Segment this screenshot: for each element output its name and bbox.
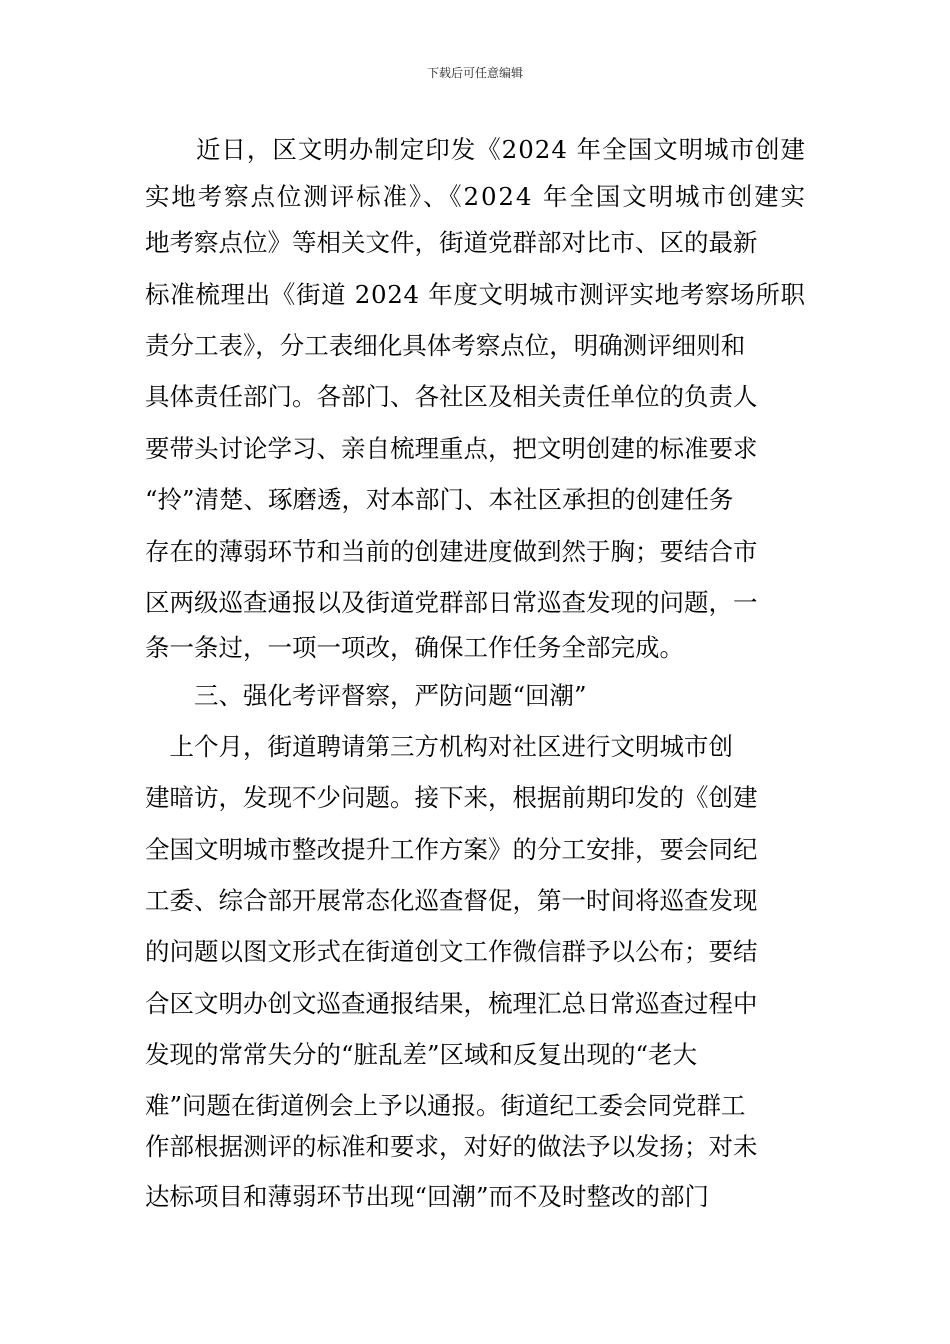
page-header: 下载后可任意编辑 — [426, 66, 523, 80]
body-line: 地考察点位》等相关文件，街道党群部对比市、区的最新 — [145, 228, 758, 257]
body-line: 实地考察点位测评标准》、《2024 年全国文明城市创建实 — [145, 182, 807, 211]
body-line: 的问题以图文形式在街道创文工作微信群予以公布；要结 — [145, 937, 758, 966]
body-line: 责分工表》，分工表细化具体考察点位，明确测评细则和 — [145, 331, 746, 360]
body-line: “拎”清楚、琢磨透，对本部门、本社区承担的创建任务 — [145, 485, 734, 514]
body-line: 建暗访，发现不少问题。接下来，根据前期印发的《创建 — [145, 783, 758, 812]
body-line: 作部根据测评的标准和要求，对好的做法予以发扬；对未 — [145, 1132, 758, 1161]
body-line: 存在的薄弱环节和当前的创建进度做到然于胸；要结合市 — [145, 537, 758, 566]
body-line: 工委、综合部开展常态化巡查督促，第一时间将巡查发现 — [145, 886, 758, 915]
body-line: 发现的常常失分的“脏乱差”区域和反复出现的“老大 — [145, 1040, 698, 1069]
body-line: 达标项目和薄弱环节出现“回潮”而不及时整改的部门 — [145, 1182, 710, 1211]
body-line: 条一条过，一项一项改，确保工作任务全部完成。 — [145, 633, 684, 662]
section-heading: 三、强化考评督察，严防问题“回潮” — [145, 681, 587, 710]
body-line: 近日，区文明办制定印发《2024 年全国文明城市创建 — [145, 135, 806, 164]
body-line: 要带头讨论学习、亲自梳理重点，把文明创建的标准要求 — [145, 434, 758, 463]
body-line: 区两级巡查通报以及街道党群部日常巡查发现的问题，一 — [145, 588, 758, 617]
body-line: 具体责任部门。各部门、各社区及相关责任单位的负责人 — [145, 382, 758, 411]
body-line: 上个月，街道聘请第三方机构对社区进行文明城市创 — [145, 732, 733, 761]
body-line: 标准梳理出《街道 2024 年度文明城市测评实地考察场所职 — [145, 280, 806, 309]
body-line: 全国文明城市整改提升工作方案》的分工安排，要会同纪 — [145, 835, 758, 864]
body-line: 难”问题在街道例会上予以通报。街道纪工委会同党群工 — [145, 1091, 746, 1120]
body-line: 合区文明办创文巡查通报结果，梳理汇总日常巡查过程中 — [145, 989, 758, 1018]
